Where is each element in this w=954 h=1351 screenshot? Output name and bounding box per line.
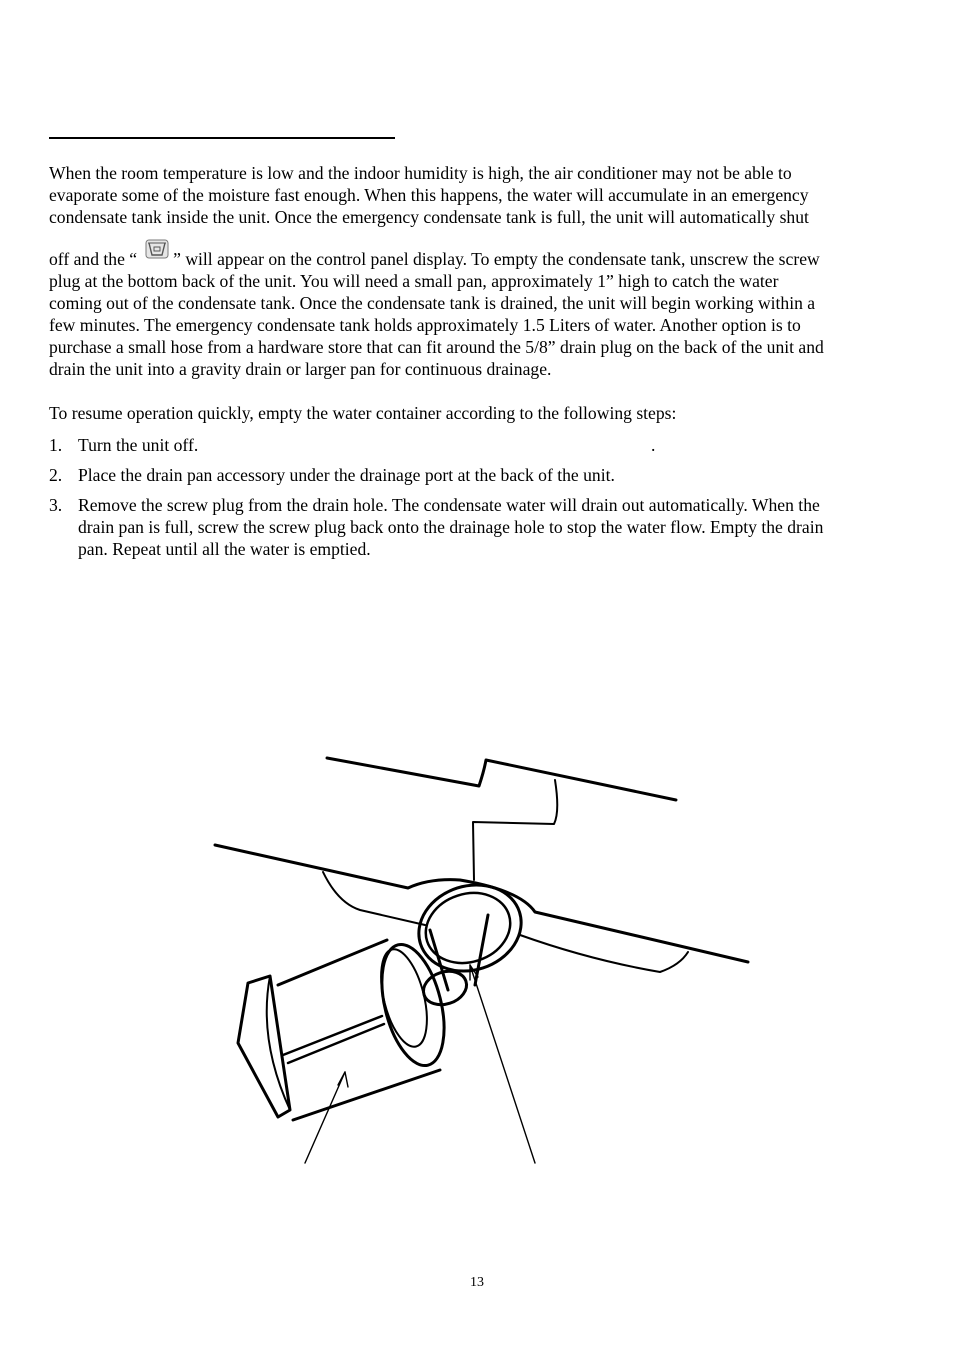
- screw-plug-hex-head: [238, 976, 290, 1117]
- screw-plug-leader-line: [305, 1072, 345, 1163]
- paragraph-line: purchase a small hose from a hardware store that can fit around the 5/8” drain plug on the back of the unit and: [49, 337, 824, 357]
- step-text: Turn the unit off.: [78, 435, 199, 455]
- step-number: 3.: [49, 495, 63, 515]
- paragraph-line: plug at the bottom back of the unit. You will need a small pan, approximately 1” high to catch the water: [49, 271, 779, 291]
- paragraph-line: coming out of the condensate tank. Once the condensate tank is drained, the unit will begin working within a: [49, 293, 816, 313]
- drain-steps-list: [49, 434, 919, 568]
- step-text-line: Remove the screw plug from the drain hole. The condensate water will drain out automatically. When the: [78, 495, 820, 515]
- step-text-line: pan. Repeat until all the water is emptied.: [78, 539, 371, 559]
- text-before-icon: off and the “: [49, 249, 138, 269]
- drain-plug-illustration: [170, 720, 770, 1180]
- paragraph-line: evaporate some of the moisture fast enough. When this happens, the water will accumulate in an emergency: [49, 185, 809, 205]
- drain-port-leader-line: [470, 965, 535, 1163]
- step-item: [49, 464, 919, 486]
- page-number: 13: [470, 1275, 484, 1290]
- paragraph-line: few minutes. The emergency condensate tank holds approximately 1.5 Liters of water. Another option is to: [49, 315, 801, 335]
- paragraph-line-with-icon: [49, 239, 909, 270]
- step-text-line: drain pan is full, screw the screw plug back onto the drainage hole to stop the water flow. Empty the drain: [78, 517, 824, 537]
- text-after-icon: ” will appear on the control panel display. To empty the condensate tank, unscrew the screw: [173, 249, 820, 269]
- step-text: Place the drain pan accessory under the drainage port at the back of the unit.: [78, 465, 615, 485]
- paragraph-line: drain the unit into a gravity drain or larger pan for continuous drainage.: [49, 359, 552, 379]
- screw-plug-slot: [283, 1016, 384, 1063]
- water-tank-full-icon: [145, 239, 169, 259]
- step-trailing-period: .: [651, 435, 656, 455]
- housing-upper-edge: [327, 758, 676, 800]
- condensate-paragraph: [49, 162, 909, 380]
- steps-intro: To resume operation quickly, empty the water container according to the following steps:: [49, 403, 677, 423]
- drain-port-nozzle: [430, 915, 488, 990]
- step-number: 2.: [49, 465, 63, 485]
- step-item: [49, 434, 919, 456]
- section-heading-rule: [49, 137, 395, 139]
- housing-notch-curve: [473, 780, 557, 880]
- paragraph-line: When the room temperature is low and the indoor humidity is high, the air conditioner may not be able to: [49, 163, 792, 183]
- step-number: 1.: [49, 435, 63, 455]
- step-item: [49, 494, 919, 560]
- screw-plug-body: [278, 940, 440, 1120]
- paragraph-line: condensate tank inside the unit. Once the emergency condensate tank is full, the unit will automatically shut: [49, 207, 809, 227]
